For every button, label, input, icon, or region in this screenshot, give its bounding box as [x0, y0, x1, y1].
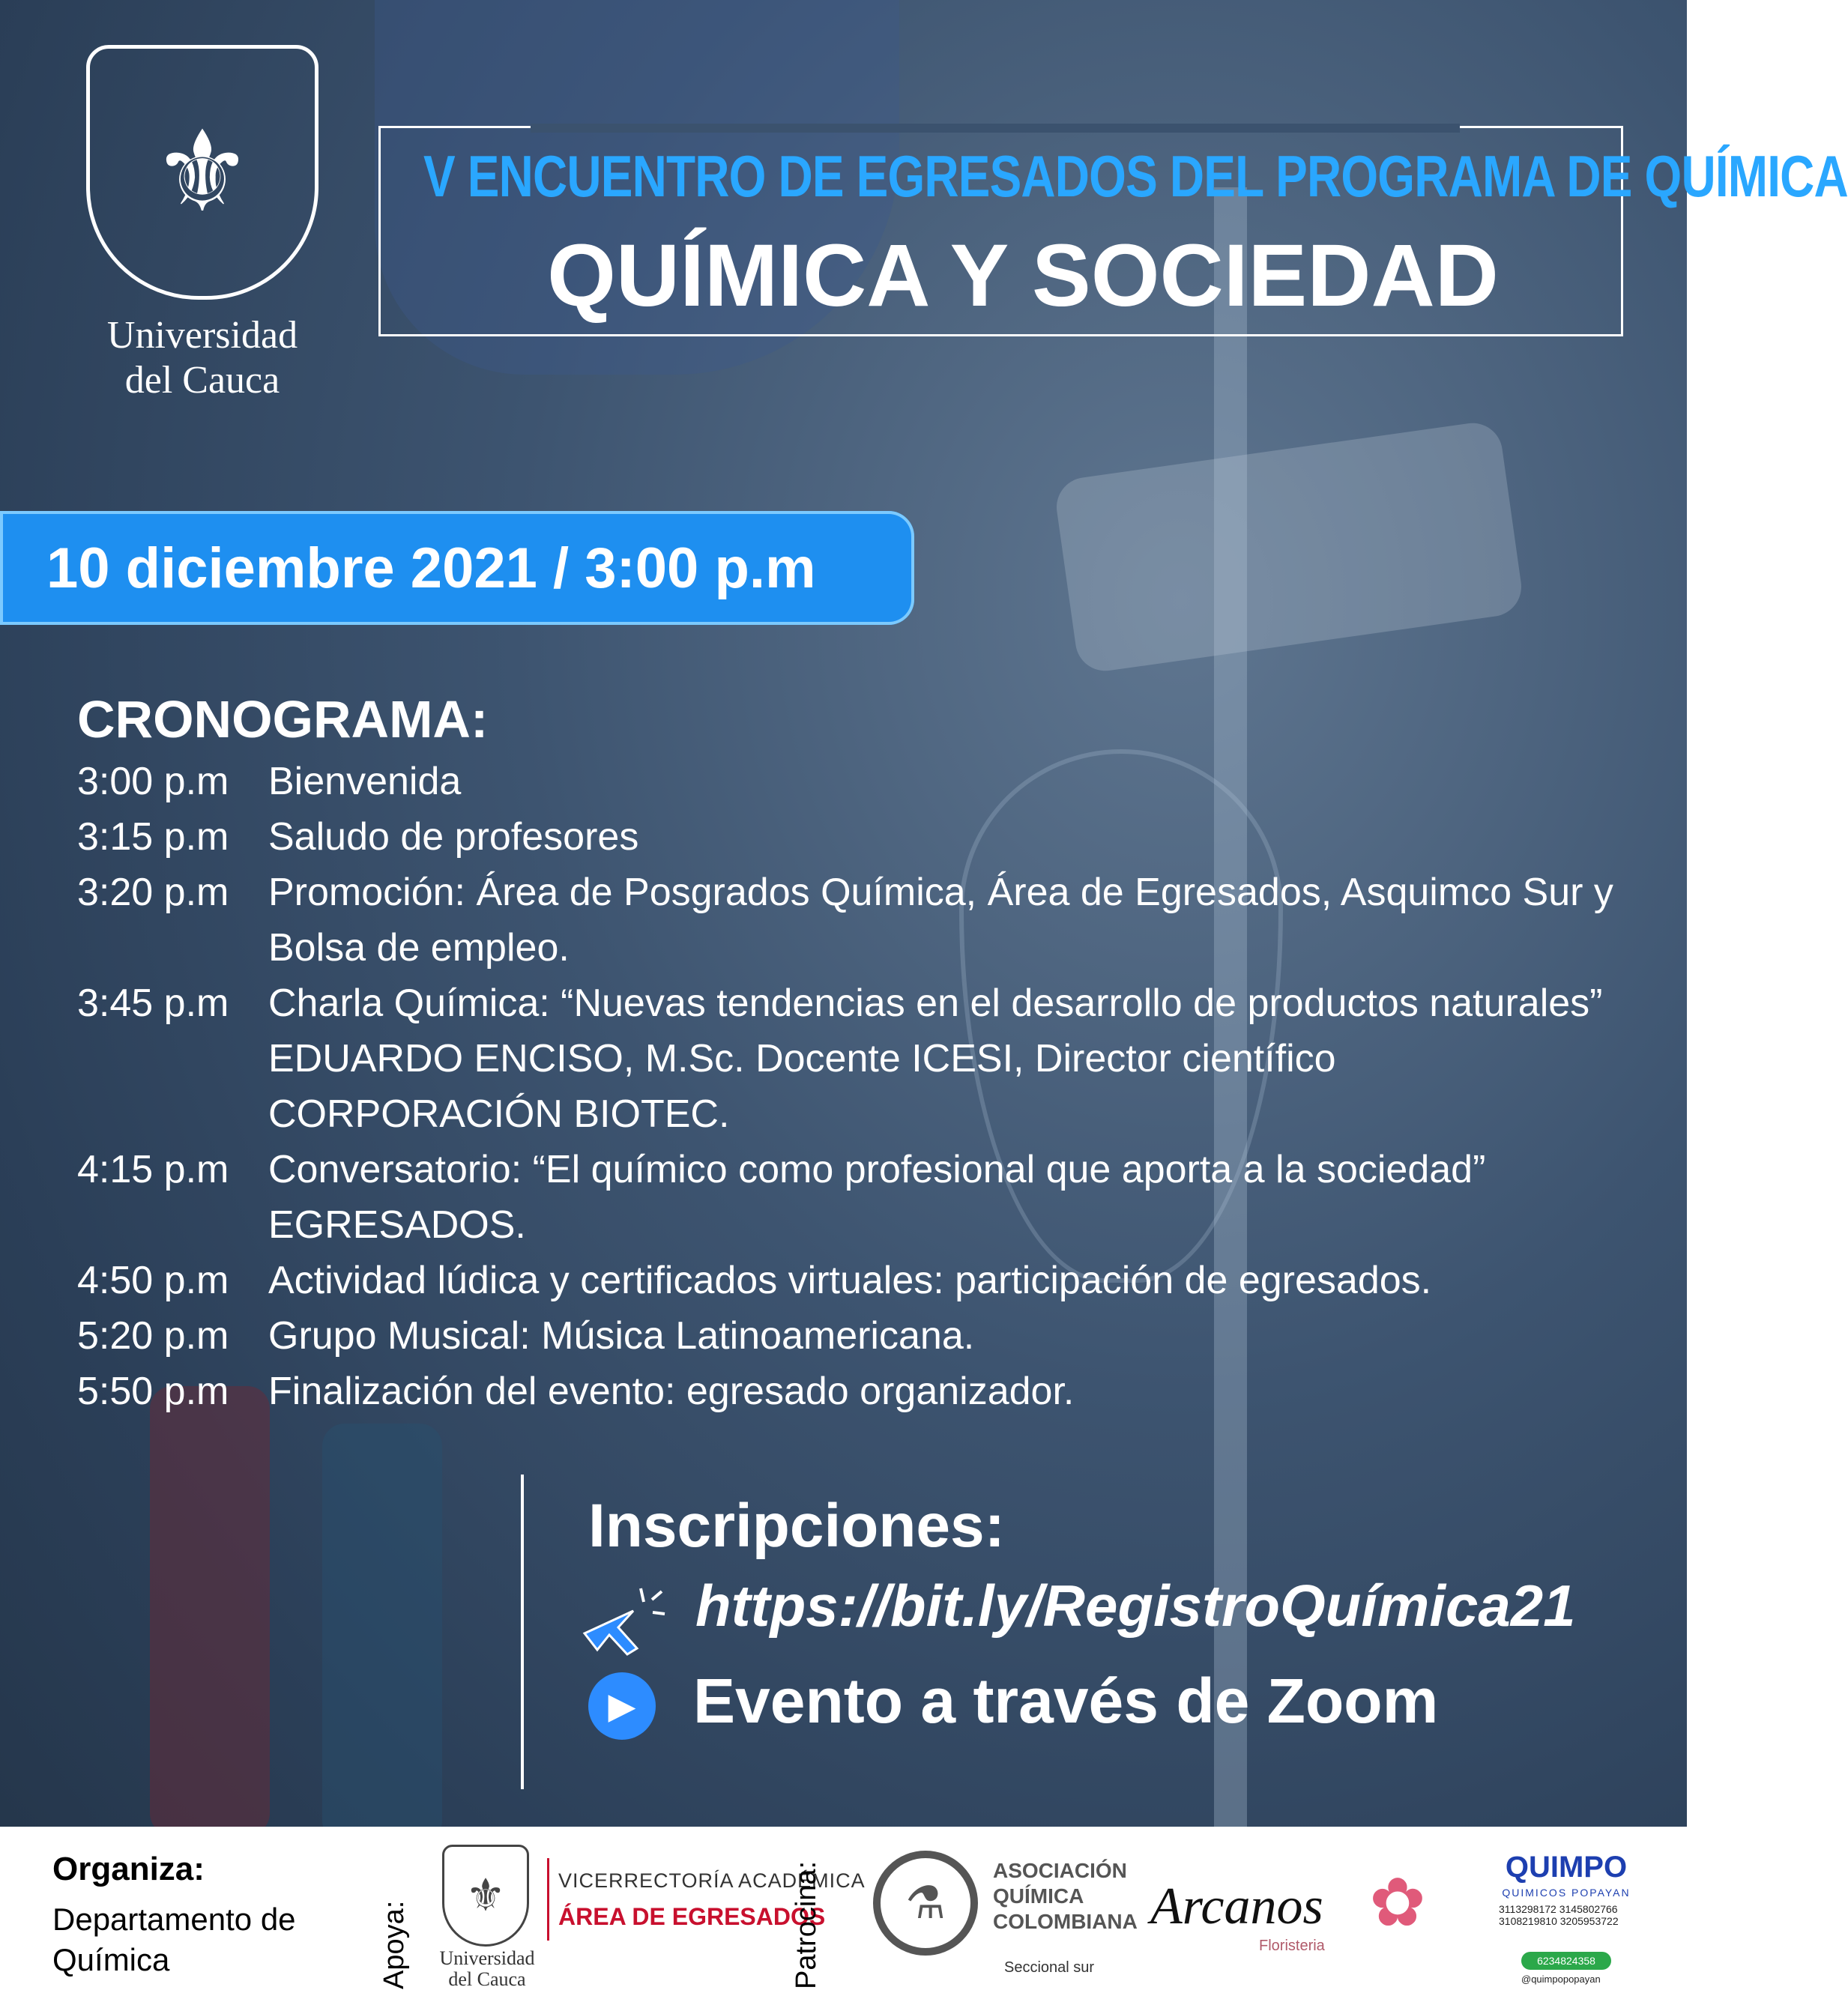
area-egresados-label: ÁREA DE EGRESADOS: [558, 1903, 826, 1930]
aqc-logo-icon: ⚗: [873, 1851, 978, 1956]
schedule-desc: Saludo de profesores: [268, 815, 639, 859]
organiza-label: Organiza:: [52, 1851, 205, 1887]
arcanos-logo: Arcanos: [1150, 1878, 1323, 1935]
event-date: 10 diciembre 2021 / 3:00 p.m: [46, 536, 816, 600]
university-name-line1: Universidad: [106, 314, 298, 357]
quimpo-phone-line: 3108219810 3205953722: [1499, 1915, 1619, 1927]
schedule-row: [77, 1364, 1651, 1419]
apoya-label: Apoya:: [378, 1900, 410, 1989]
floristeria-label: Floristeria: [1259, 1938, 1325, 1954]
schedule: [77, 689, 1651, 1419]
vice-divider: [547, 1858, 549, 1941]
quimpo-whatsapp: 6234824358: [1521, 1952, 1611, 1970]
date-banner: [0, 511, 914, 625]
aqc-line2: QUÍMICA: [993, 1884, 1084, 1908]
schedule-desc: Finalización del evento: egresado organizador.: [268, 1370, 1075, 1413]
registration-title: Inscripciones:: [588, 1492, 1005, 1560]
event-title: QUÍMICA Y SOCIEDAD: [547, 226, 1499, 325]
schedule-desc: Actividad lúdica y certificados virtuales: participación de egresados.: [268, 1259, 1432, 1302]
schedule-row: [77, 1253, 1651, 1308]
schedule-time: 4:50 p.m: [77, 1259, 229, 1302]
university-shield-icon: ⚜: [442, 1845, 529, 1947]
schedule-time: 3:00 p.m: [77, 760, 229, 803]
university-name: [79, 313, 326, 403]
university-logo: [79, 45, 326, 403]
schedule-time: 5:20 p.m: [77, 1314, 229, 1358]
quimpo-phone-line: 3113298172 3145802766: [1499, 1903, 1618, 1915]
background-clamp: [1053, 420, 1525, 675]
schedule-row: [77, 976, 1651, 1142]
university-name-line2: del Cauca: [124, 359, 280, 402]
apoya-university-line1: Universidad: [439, 1947, 535, 1969]
quimpo-phones: [1499, 1903, 1649, 1927]
aqc-line3: COLOMBIANA: [993, 1910, 1138, 1933]
schedule-desc: Bienvenida: [268, 760, 462, 803]
registration-link[interactable]: https://bit.ly/RegistroQuímica21: [695, 1573, 1576, 1639]
schedule-row: [77, 1308, 1651, 1364]
schedule-row: [77, 1142, 1651, 1253]
schedule-row: [77, 754, 1651, 809]
zoom-icon: ▶: [588, 1672, 656, 1740]
schedule-time: 4:15 p.m: [77, 1148, 229, 1191]
schedule-desc: Conversatorio: “El químico como profesional que aporta a la sociedad” EGRESADOS.: [268, 1148, 1486, 1247]
background-tube: [150, 1386, 270, 1836]
schedule-time: 3:15 p.m: [77, 815, 229, 859]
vicerrectoria-label: VICERRECTORÍA ACADÉMICA: [558, 1869, 866, 1892]
schedule-row: [77, 865, 1651, 976]
registration-divider: [521, 1475, 524, 1789]
apoya-university-name: [431, 1948, 543, 1990]
cursor-click-icon: [581, 1581, 667, 1656]
schedule-heading: CRONOGRAMA:: [77, 690, 489, 749]
university-shield-icon: ⚜: [86, 45, 318, 300]
quimpo-instagram: @quimpopopayan: [1521, 1974, 1601, 1985]
patrocina-label: Patrocina:: [791, 1860, 822, 1989]
aqc-sub: Seccional sur: [1004, 1959, 1095, 1976]
schedule-time: 3:45 p.m: [77, 982, 229, 1025]
aqc-line1: ASOCIACIÓN: [993, 1859, 1127, 1882]
quimpo-logo: QUIMPO: [1505, 1851, 1628, 1884]
organiza-text: Departamento de Química: [52, 1902, 296, 1977]
schedule-desc: Charla Química: “Nuevas tendencias en el desarrollo de productos naturales” EDUARDO ENCISO, M.Sc. Docente ICESI, Director científico CORPORACIÓN BIOTEC.: [268, 982, 1603, 1136]
schedule-time: 3:20 p.m: [77, 871, 229, 914]
lotus-icon: ✿: [1369, 1866, 1426, 1941]
apoya-university-line2: del Cauca: [448, 1968, 526, 1990]
event-subtitle: V ENCUENTRO DE EGRESADOS DEL PROGRAMA DE QUÍMICA: [423, 143, 1848, 209]
schedule-time: 5:50 p.m: [77, 1370, 229, 1413]
schedule-row: [77, 809, 1651, 865]
aqc-name: [993, 1858, 1138, 1935]
schedule-desc: Grupo Musical: Música Latinoamericana.: [268, 1314, 975, 1358]
schedule-desc: Promoción: Área de Posgrados Química, Área de Egresados, Asquimco Sur y Bolsa de empleo.: [268, 871, 1613, 970]
background-tube: [322, 1424, 442, 1843]
quimpo-sub: QUIMICOS POPAYAN: [1502, 1887, 1631, 1899]
zoom-text: Evento a través de Zoom: [693, 1666, 1439, 1736]
